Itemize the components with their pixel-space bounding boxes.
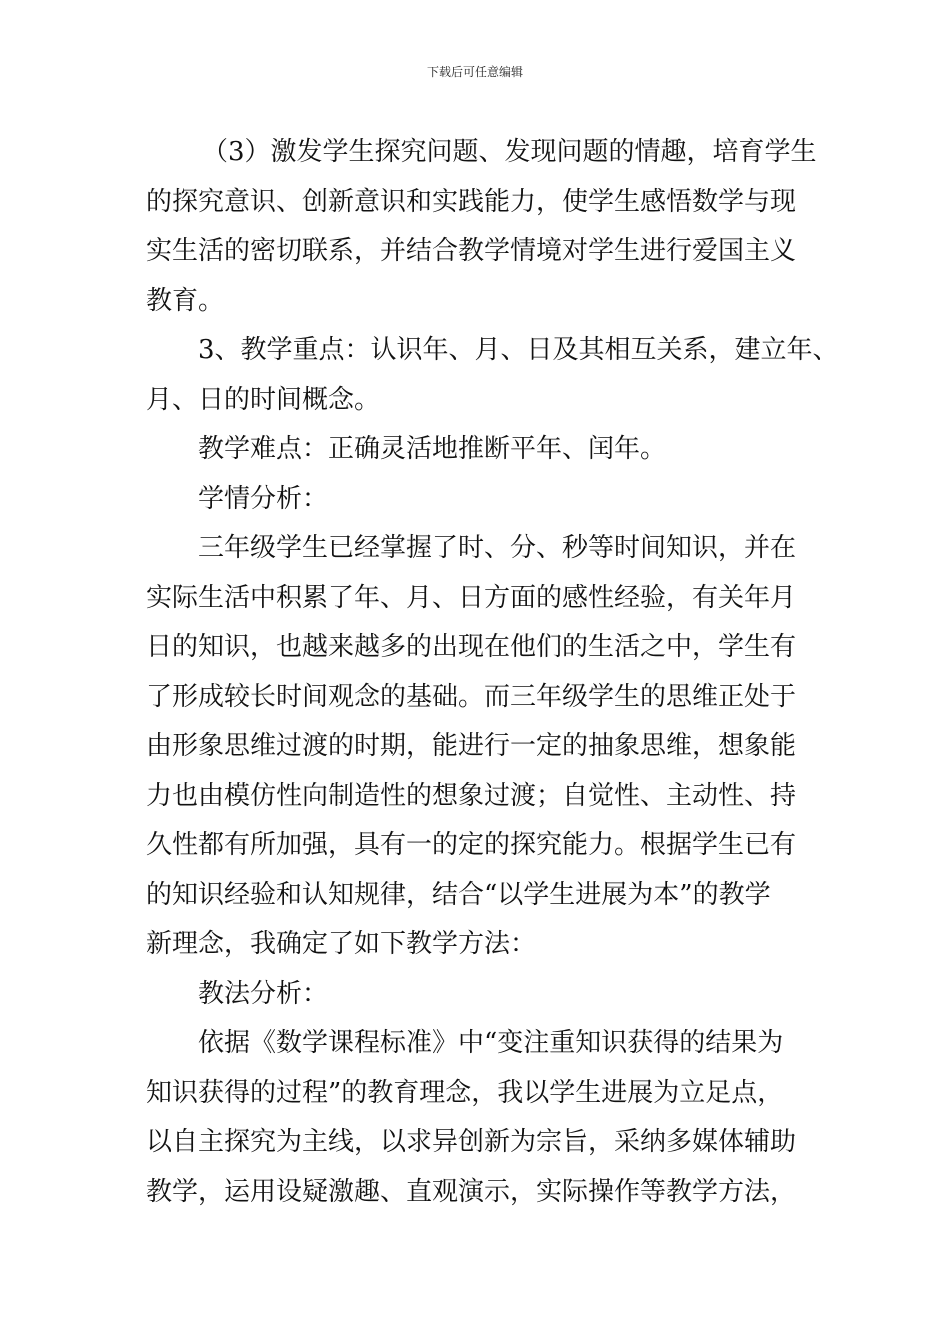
text-line: 的探究意识、创新意识和实践能力，使学生感悟数学与现: [146, 186, 797, 217]
text-line: 久性都有所加强，具有一的定的探究能力。根据学生已有: [146, 830, 797, 860]
text-line: 知识获得的过程”的教育理念，我以学生进展为立足点，: [146, 1077, 784, 1108]
text-line: 教学难点：正确灵活地推断平年、闰年。: [198, 434, 667, 464]
text-line: 教法分析：: [198, 978, 329, 1009]
text-line: 新理念，我确定了如下教学方法：: [146, 929, 537, 959]
text-line: 月、日的时间概念。: [146, 384, 381, 415]
page-header: 下载后可任意编辑: [426, 65, 523, 79]
paragraph-objective-3: [146, 128, 817, 326]
heading-student-analysis: [146, 475, 811, 525]
text-line: 依据《数学课程标准》中“变注重知识获得的结果为: [198, 1028, 784, 1058]
text-line: 日的知识，也越来越多的出现在他们的生活之中，学生有: [146, 632, 797, 662]
heading-teaching-method-analysis: [146, 970, 811, 1020]
text-line: 以自主探究为主线，以求异创新为宗旨，采纳多媒体辅助: [146, 1127, 797, 1157]
text-line: （3）激发学生探究问题、发现问题的情趣，培育学生: [202, 137, 817, 167]
text-line: 力也由模仿性向制造性的想象过渡；自觉性、主动性、持: [146, 780, 797, 811]
text-line: 教学，运用设疑激趣、直观演示，实际操作等教学方法，: [146, 1176, 797, 1207]
text-line: 实际生活中积累了年、月、日方面的感性经验，有关年月: [146, 582, 797, 613]
text-line: 了形成较长时间观念的基础。而三年级学生的思维正处于: [146, 681, 797, 712]
text-line: 三年级学生已经掌握了时、分、秒等时间知识，并在: [198, 533, 797, 563]
paragraph-teaching-focus: [146, 326, 839, 425]
paragraph-teaching-difficulty: [146, 425, 811, 475]
paragraph-teaching-method: [146, 1019, 811, 1217]
text-line: 学情分析：: [198, 483, 329, 514]
paragraph-student-analysis: [146, 524, 811, 970]
document-body: [146, 128, 839, 1217]
text-line: 3、教学重点：认识年、月、日及其相互关系，建立年、: [198, 335, 839, 365]
text-line: 实生活的密切联系，并结合教学情境对学生进行爱国主义: [146, 236, 797, 266]
text-line: 由形象思维过渡的时期，能进行一定的抽象思维，想象能: [146, 731, 797, 761]
text-line: 教育。: [146, 285, 225, 316]
text-line: 的知识经验和认知规律，结合“以学生进展为本”的教学: [146, 879, 771, 910]
